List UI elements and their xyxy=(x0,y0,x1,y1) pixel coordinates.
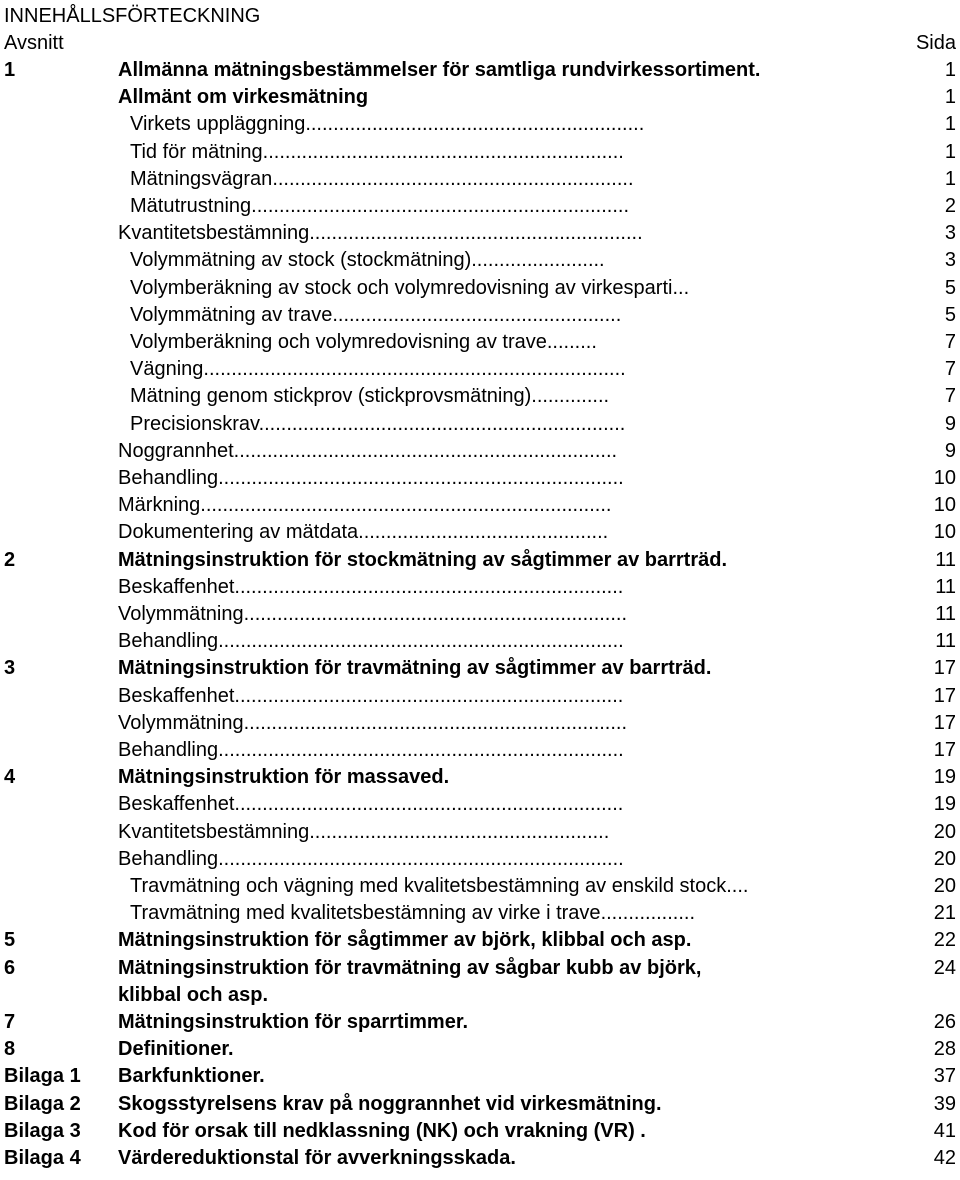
toc-entry-page: 7 xyxy=(944,331,956,353)
toc-entry-title xyxy=(130,166,634,193)
toc-entry-page: 10 xyxy=(933,467,956,489)
toc-entry[interactable] xyxy=(0,683,960,710)
toc-entry-title xyxy=(130,302,621,329)
toc-entry-page: 3 xyxy=(944,249,956,272)
toc-entry-page: 7 xyxy=(944,385,956,408)
toc-entry[interactable] xyxy=(0,1063,960,1090)
toc-entry-leader: .................................................... xyxy=(332,303,622,326)
toc-entry-leader: ................. xyxy=(600,902,696,925)
toc-entry-title xyxy=(118,737,624,764)
toc-entry-page: 7 xyxy=(944,358,956,381)
toc-entry-number: Bilaga 3 xyxy=(4,1119,81,1142)
toc-entry-page: 1 xyxy=(944,140,956,163)
toc-entry-page: 17 xyxy=(933,684,956,707)
toc-entry-leader: ... xyxy=(672,276,690,299)
toc-entry-leader: .............. xyxy=(531,385,610,408)
toc-entry-title xyxy=(118,982,268,1009)
toc-entry-page: 11 xyxy=(935,630,956,653)
toc-entry-label: Behandling xyxy=(118,739,219,761)
toc-entry[interactable] xyxy=(0,982,960,1009)
toc-entry[interactable] xyxy=(0,111,960,138)
toc-entry-leader: ................................................................. xyxy=(262,140,624,163)
toc-entry[interactable] xyxy=(0,193,960,220)
toc-entry-leader: ........................ xyxy=(471,249,605,272)
toc-entry-label: Volymmätning av stock (stockmätning) xyxy=(130,249,472,272)
toc-entry[interactable] xyxy=(0,955,960,982)
toc-entry-title xyxy=(130,329,597,356)
toc-entry-label: Kod för orsak till nedklassning (NK) och vrakning (VR) . xyxy=(118,1119,646,1142)
toc-entry-label: Mätningsinstruktion för stockmätning av sågtimmer av barrträd. xyxy=(118,548,728,571)
toc-entry-title xyxy=(118,84,368,111)
toc-entry-label: Beskaffenhet xyxy=(118,575,235,598)
toc-entry-label: Volymmätning xyxy=(118,711,244,734)
toc-entry-title xyxy=(118,220,643,247)
toc-entry-label: Behandling xyxy=(118,467,219,489)
toc-entry-number: 2 xyxy=(4,548,16,571)
toc-entry-page: 28 xyxy=(933,1038,956,1061)
toc-entry[interactable] xyxy=(0,57,960,84)
toc-entry-leader: ...................................................... xyxy=(309,820,610,843)
toc-entry[interactable] xyxy=(0,247,960,274)
toc-entry-leader: ......................................................................... xyxy=(218,739,624,761)
toc-entry[interactable] xyxy=(0,383,960,410)
toc-entry-leader: ...................................................................... xyxy=(234,575,624,598)
toc-entry-title xyxy=(118,492,611,519)
toc-entry-label: Mätningsvägran xyxy=(130,167,273,190)
toc-entry-label: Mätning genom stickprov (stickprovsmätning) xyxy=(130,385,532,408)
toc-entry[interactable] xyxy=(0,737,960,764)
toc-entry-leader: .................................................................... xyxy=(251,195,630,217)
toc-entry-title xyxy=(130,193,629,220)
toc-entry[interactable] xyxy=(0,1118,960,1145)
toc-entry-label: Virkets uppläggning xyxy=(130,113,306,136)
toc-entry-title xyxy=(118,574,623,601)
toc-entry[interactable] xyxy=(0,601,960,628)
toc-entry-leader: ..................................................................... xyxy=(243,603,628,625)
toc-entry-leader: ............................................................ xyxy=(309,222,643,245)
toc-entry-page: 9 xyxy=(944,412,956,435)
toc-entry-page: 20 xyxy=(933,820,956,843)
toc-entry[interactable] xyxy=(0,329,960,356)
toc-entry-label: Tid för mätning xyxy=(130,140,263,163)
toc-entry-number: 8 xyxy=(4,1038,16,1061)
toc-entry-leader: ..................................................................... xyxy=(243,711,628,734)
toc-entry-title xyxy=(118,601,627,628)
toc-entry-label: Travmätning och vägning med kvalitetsbestämning av enskild stock xyxy=(130,875,727,897)
toc-entry-label: Volymmätning av trave xyxy=(130,303,333,326)
toc-entry-title xyxy=(118,927,691,954)
toc-entry-page: 42 xyxy=(933,1147,956,1169)
toc-entry[interactable] xyxy=(0,764,960,791)
toc-entry-leader: ..................................................................... xyxy=(233,439,618,462)
toc-entry-title xyxy=(118,1145,516,1172)
toc-entry-leader: ...................................................................... xyxy=(234,793,624,816)
toc-entry[interactable] xyxy=(0,492,960,519)
toc-entry-label: Skogsstyrelsens krav på noggrannhet vid virkesmätning. xyxy=(118,1092,662,1115)
toc-entry[interactable] xyxy=(0,166,960,193)
toc-entry-page: 17 xyxy=(933,711,956,734)
toc-entry-number: 3 xyxy=(4,657,16,680)
toc-entry-label: Definitioner. xyxy=(118,1038,234,1061)
toc-entry-page: 19 xyxy=(933,766,956,789)
column-header-page: Sida xyxy=(915,32,956,54)
toc-entry-page: 10 xyxy=(933,521,956,544)
toc-entry[interactable] xyxy=(0,1009,960,1036)
toc-entry-title xyxy=(118,519,608,546)
toc-entry-title xyxy=(118,710,627,737)
toc-entry-number: 4 xyxy=(4,766,16,789)
toc-entry-number: Bilaga 1 xyxy=(4,1065,81,1088)
toc-entry-leader: ......................................................................... xyxy=(218,630,624,653)
toc-entry[interactable] xyxy=(0,873,960,900)
toc-entry-label: Kvantitetsbestämning xyxy=(118,222,310,245)
toc-entry-page: 22 xyxy=(933,929,956,952)
toc-entry-page: 9 xyxy=(944,439,956,462)
toc-entry-title xyxy=(118,955,701,982)
toc-entry-label: Märkning xyxy=(118,494,201,517)
toc-entry-title xyxy=(118,1118,646,1145)
toc-entry-label: Mätningsinstruktion för sparrtimmer. xyxy=(118,1011,469,1033)
toc-entry-label: Behandling xyxy=(118,630,219,653)
toc-entry-label: Kvantitetsbestämning xyxy=(118,820,310,843)
toc-entry-title xyxy=(130,900,695,927)
toc-entry-leader: .......................................................................... xyxy=(200,494,612,517)
toc-entry-page: 2 xyxy=(944,195,956,217)
toc-entry-page: 26 xyxy=(933,1011,956,1033)
toc-entry[interactable] xyxy=(0,846,960,873)
toc-entry-number: 6 xyxy=(4,956,16,979)
toc-entry-label: Mätutrustning xyxy=(130,195,252,217)
toc-entry-leader: ......................................................................... xyxy=(218,467,624,489)
toc-entry-label: Mätningsinstruktion för travmätning av sågtimmer av barrträd. xyxy=(118,657,712,680)
toc-entry-page: 11 xyxy=(935,603,956,625)
toc-entry[interactable] xyxy=(0,275,960,302)
toc-entry-leader: ................................................................. xyxy=(272,167,634,190)
toc-entry[interactable] xyxy=(0,1145,960,1172)
toc-entry[interactable] xyxy=(0,302,960,329)
toc-entry-page: 11 xyxy=(935,548,956,571)
toc-entry[interactable] xyxy=(0,574,960,601)
toc-entry-page: 37 xyxy=(933,1065,956,1088)
toc-entry-title xyxy=(118,57,760,84)
toc-entry-page: 17 xyxy=(933,657,956,680)
toc-entry-title xyxy=(130,411,625,438)
toc-entry-title xyxy=(118,1036,234,1063)
toc-entry-page: 39 xyxy=(933,1092,956,1115)
toc-entry-title xyxy=(118,819,609,846)
toc-entry-page: 24 xyxy=(933,956,956,979)
toc-entry-label: Behandling xyxy=(118,847,219,870)
toc-entry-number: 1 xyxy=(4,59,16,81)
toc-entry-label: Volymmätning xyxy=(118,603,244,625)
toc-entry-leader: ......... xyxy=(546,331,597,353)
toc-entry-number: 5 xyxy=(4,929,16,952)
toc-entry-page: 3 xyxy=(944,222,956,245)
toc-title: INNEHÅLLSFÖRTECKNING xyxy=(4,5,261,27)
toc-entry[interactable] xyxy=(0,411,960,438)
toc-entry-title xyxy=(130,383,609,410)
toc-entry-title xyxy=(130,139,624,166)
toc-entry-label: Värdereduktionstal för avverkningsskada. xyxy=(118,1147,516,1169)
toc-entry[interactable] xyxy=(0,710,960,737)
toc-entry-label: Barkfunktioner. xyxy=(118,1065,265,1088)
toc-entry-page: 1 xyxy=(944,59,956,81)
toc-entry-page: 21 xyxy=(933,902,956,925)
toc-entry-title xyxy=(118,1009,468,1036)
toc-entry-page: 41 xyxy=(933,1119,956,1142)
toc-entry-label: Volymberäkning av stock och volymredovisning av virkesparti xyxy=(130,276,673,299)
toc-entry[interactable] xyxy=(0,1036,960,1063)
toc-entry[interactable] xyxy=(0,220,960,247)
toc-entry-leader: ............................................................. xyxy=(305,113,645,136)
toc-entry-label: Volymberäkning och volymredovisning av trave xyxy=(130,331,547,353)
toc-entry-label: Travmätning med kvalitetsbestämning av virke i trave xyxy=(130,902,601,925)
toc-entry-label: Mätningsinstruktion för travmätning av sågbar kubb av björk, xyxy=(118,956,702,979)
toc-entry-title xyxy=(118,683,623,710)
toc-entry-label: klibbal och asp. xyxy=(118,983,269,1006)
toc-entry-leader: ......................................................................... xyxy=(218,847,624,870)
toc-entry-leader: ...................................................................... xyxy=(234,684,624,707)
toc-entry-leader: .................................................................. xyxy=(258,412,626,435)
toc-entry-title xyxy=(118,846,624,873)
toc-entry[interactable] xyxy=(0,900,960,927)
toc-entry-label: Mätningsinstruktion för sågtimmer av björk, klibbal och asp. xyxy=(118,929,692,952)
toc-entry[interactable] xyxy=(0,438,960,465)
toc-entry-number: Bilaga 2 xyxy=(4,1092,81,1115)
toc-entry[interactable] xyxy=(0,791,960,818)
toc-entry[interactable] xyxy=(0,819,960,846)
toc-entry-label: Allmänt om virkesmätning xyxy=(118,86,369,109)
toc-entry-title xyxy=(118,1091,662,1118)
toc-entry-page: 11 xyxy=(935,575,956,598)
toc-entry-page: 5 xyxy=(944,276,956,299)
toc-entry-label: Allmänna mätningsbestämmelser för samtliga rundvirkessortiment. xyxy=(118,59,761,81)
toc-entry[interactable] xyxy=(0,655,960,682)
toc-entry[interactable] xyxy=(0,519,960,546)
toc-entry-leader: .... xyxy=(726,875,749,897)
toc-entry-page: 19 xyxy=(933,793,956,816)
toc-entry[interactable] xyxy=(0,356,960,383)
toc-entry-page: 1 xyxy=(944,86,956,109)
toc-entry-title xyxy=(118,547,727,574)
toc-entry-page: 20 xyxy=(933,847,956,870)
toc-entry-label: Beskaffenhet xyxy=(118,793,235,816)
toc-entry[interactable] xyxy=(0,465,960,492)
toc-entry-leader: ............................................................................ xyxy=(203,358,626,381)
toc-entry-page: 1 xyxy=(944,167,956,190)
toc-entry-title xyxy=(118,655,711,682)
toc-entry[interactable] xyxy=(0,84,960,111)
toc-entry-title xyxy=(118,628,624,655)
toc-entry-title xyxy=(118,764,449,791)
toc-entry[interactable] xyxy=(0,927,960,954)
toc-entry[interactable] xyxy=(0,1091,960,1118)
toc-entry-title xyxy=(130,247,605,274)
toc-entry-label: Vägning xyxy=(130,358,204,381)
toc-entry-label: Noggrannhet xyxy=(118,439,234,462)
toc-entry-page: 5 xyxy=(944,303,956,326)
toc-entry-label: Mätningsinstruktion för massaved. xyxy=(118,766,450,789)
toc-entry-label: Precisionskrav xyxy=(130,412,259,435)
toc-entry-title xyxy=(130,873,748,900)
toc-entry-title xyxy=(130,275,689,302)
toc-entry-page: 1 xyxy=(944,113,956,136)
toc-entry-page: 17 xyxy=(933,739,956,761)
toc-entry-leader: ............................................. xyxy=(358,521,609,544)
toc-entry[interactable] xyxy=(0,139,960,166)
toc-entry[interactable] xyxy=(0,547,960,574)
column-header-section: Avsnitt xyxy=(4,32,64,54)
toc-entry-number: 7 xyxy=(4,1011,16,1033)
toc-entry-page: 20 xyxy=(933,875,956,897)
toc-entry-number: Bilaga 4 xyxy=(4,1147,81,1169)
toc-entry-title xyxy=(130,356,626,383)
toc-entry-title xyxy=(118,465,624,492)
toc-entry-label: Dokumentering av mätdata xyxy=(118,521,359,544)
toc-entry-title xyxy=(118,1063,265,1090)
toc-entry-label: Beskaffenhet xyxy=(118,684,235,707)
toc-entry-title xyxy=(118,438,617,465)
toc-entry-page: 10 xyxy=(933,494,956,517)
toc-entry[interactable] xyxy=(0,628,960,655)
toc-entry-title xyxy=(118,791,623,818)
toc-entry-title xyxy=(130,111,644,138)
